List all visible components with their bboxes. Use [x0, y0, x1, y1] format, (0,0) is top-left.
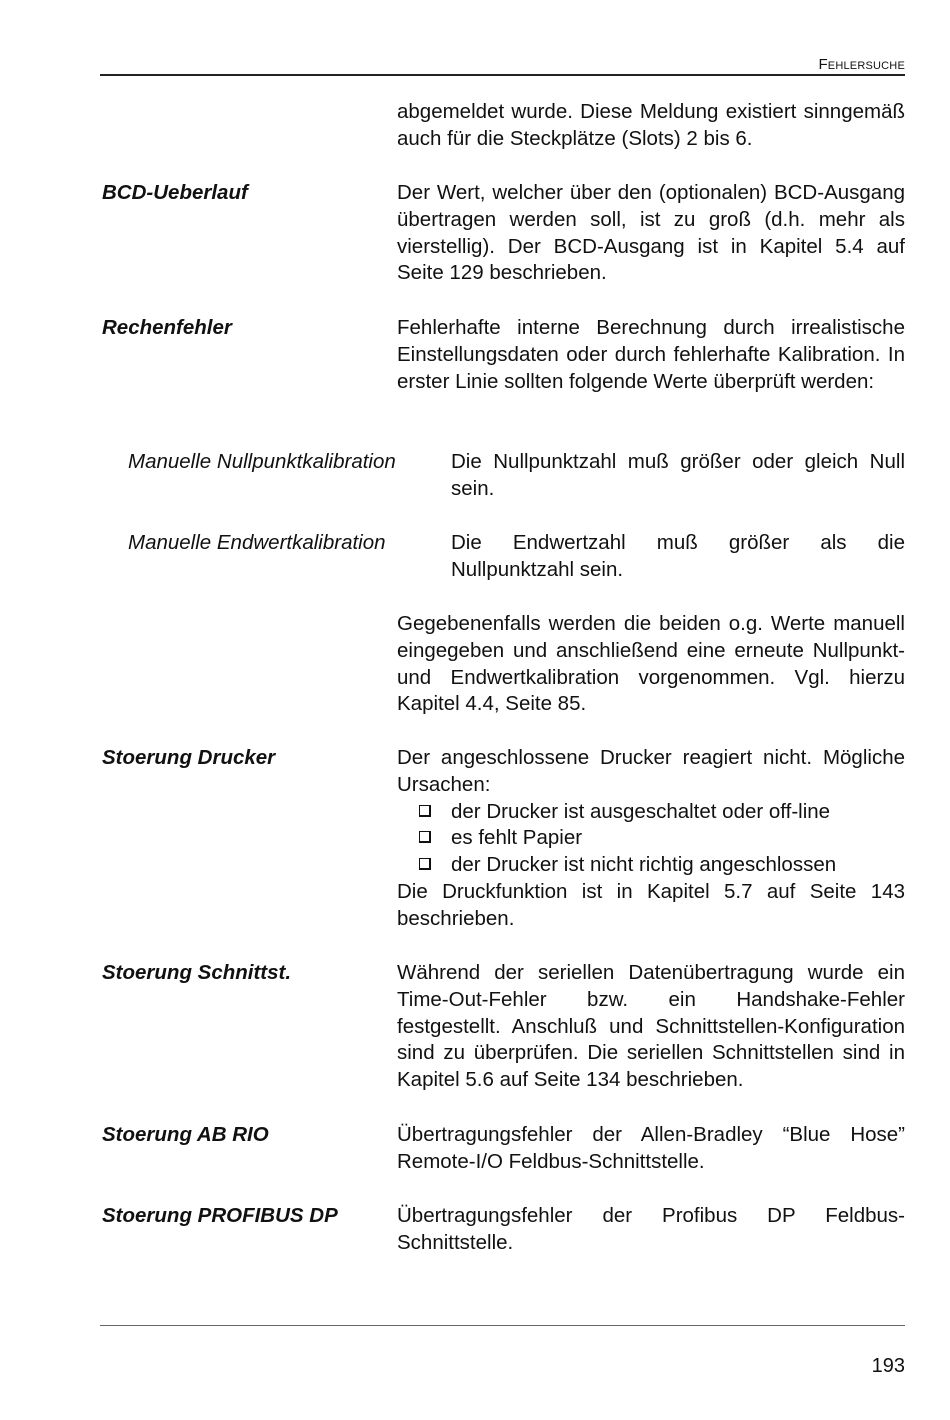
subterm-endwertkalibration: Manuelle Endwertkalibration [128, 531, 386, 554]
term-rechenfehler: Rechenfehler [102, 316, 232, 339]
desc-stoerung-ab-rio: Übertragungsfehler der Allen-Bradley “Blue Hose” Remote-I/O Feldbus-Schnittstelle. [397, 1123, 905, 1173]
checkbox-bullet-icon [419, 805, 431, 817]
term-bcd-ueberlauf: BCD-Ueberlauf [102, 181, 248, 204]
term-stoerung-schnittst: Stoerung Schnittst. [102, 961, 292, 984]
subterm-nullpunktkalibration: Manuelle Nullpunktkalibration [128, 450, 396, 473]
desc-bcd-ueberlauf: Der Wert, welcher über den (optionalen) BCD-Ausgang übertragen werden soll, ist zu groß (d.h. mehr als vierstellig). Der BCD-Ausgang ist in Kapitel 5.4 auf Seite 129 beschrieben. [397, 181, 905, 285]
list-item: der Drucker ist nicht richtig angeschlossen [419, 852, 905, 879]
page-number: 193 [871, 1355, 905, 1377]
rechenfehler-note: Gegebenenfalls werden die beiden o.g. Werte manuell eingegeben und anschließend eine erneute Nullpunkt- und Endwertkalibration vorgenommen. Vgl. hierzu Kapitel 4.4, Seite 85. [397, 612, 905, 716]
subdesc-nullpunktkalibration: Die Nullpunktzahl muß größer oder gleich Null sein. [451, 450, 905, 500]
term-stoerung-drucker: Stoerung Drucker [102, 746, 276, 769]
desc-stoerung-schnittst: Während der seriellen Datenübertragung wurde ein Time-Out-Fehler bzw. ein Handshake-Fehler festgestellt. Anschluß und Schnittstellen-Konfiguration sind zu überprüfen. Die seriellen Schnittstellen sind in Kapitel 5.6 auf Seite 134 beschrieben. [397, 961, 905, 1092]
desc-stoerung-profibus-dp: Übertragungsfehler der Profibus DP Feldbus-Schnittstelle. [397, 1204, 905, 1254]
term-stoerung-ab-rio: Stoerung AB RIO [102, 1123, 269, 1146]
drucker-intro: Der angeschlossene Drucker reagiert nicht. Mögliche Ursachen: [397, 746, 905, 796]
list-item: es fehlt Papier [419, 825, 905, 852]
desc-rechenfehler: Fehlerhafte interne Berechnung durch irrealistische Einstellungsdaten oder durch fehlerhafte Kalibration. In erster Linie sollten folgende Werte überprüft werden: [397, 316, 905, 393]
drucker-reference: Die Druckfunktion ist in Kapitel 5.7 auf Seite 143 beschrieben. [397, 879, 905, 930]
intro-paragraph: abgemeldet wurde. Diese Meldung existiert sinngemäß auch für die Steckplätze (Slots) 2 bis 6. [397, 100, 905, 150]
footer-rule [100, 1325, 905, 1326]
term-stoerung-profibus-dp: Stoerung PROFIBUS DP [102, 1204, 338, 1227]
list-item: der Drucker ist ausgeschaltet oder off-line [419, 799, 905, 826]
checkbox-bullet-icon [419, 858, 431, 870]
subdesc-endwertkalibration: Die Endwertzahl muß größer als die Nullpunktzahl sein. [451, 531, 905, 581]
running-header: Fehlersuche [818, 56, 905, 73]
checkbox-bullet-icon [419, 831, 431, 843]
desc-stoerung-drucker [397, 745, 905, 933]
drucker-cause-list [397, 799, 905, 879]
header-rule [100, 74, 905, 76]
